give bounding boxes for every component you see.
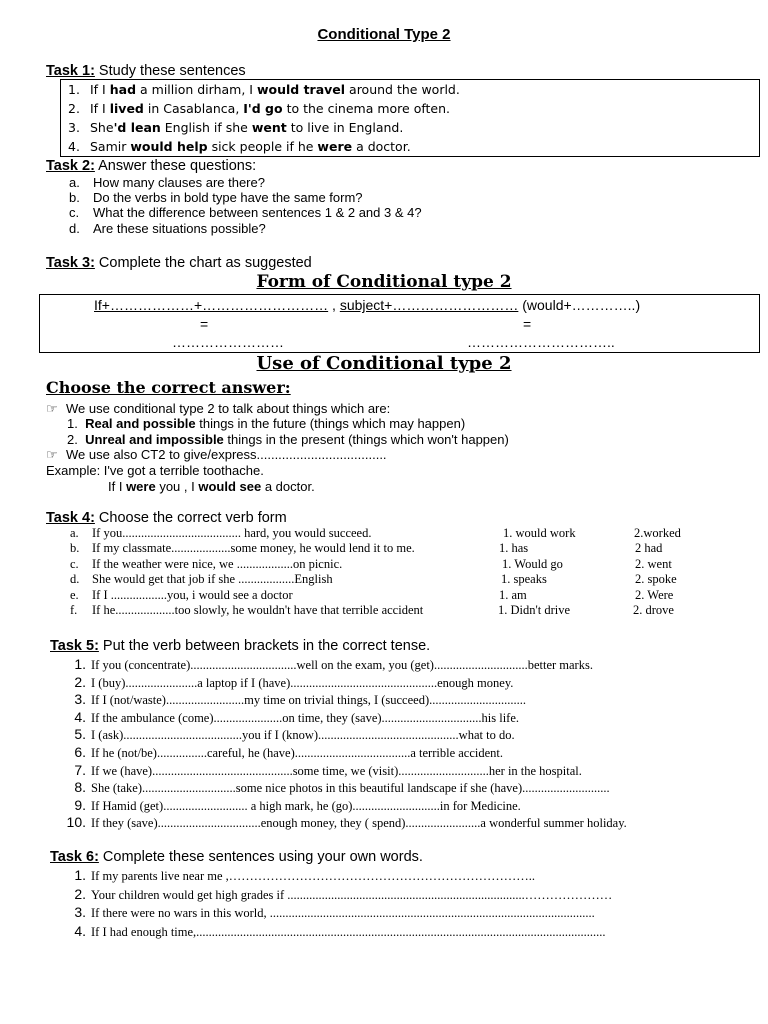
task2-label: Task 2: — [46, 158, 95, 174]
sentence-number: 3. — [68, 120, 80, 135]
use-option-1 — [67, 416, 465, 431]
use-option-2-num: 2. — [67, 432, 78, 447]
sentence-text: a million dirham, I — [136, 82, 257, 97]
item-sentence: If my classmate...................some money, he would lend it to me. — [92, 541, 415, 555]
use-line-2-text: We use also CT2 to give/express.................................... — [66, 447, 387, 462]
item-letter: f. — [70, 603, 78, 617]
item-number: 1. — [74, 867, 86, 883]
item-letter: a. — [70, 526, 79, 540]
use-heading-text: Use of Conditional type 2 — [256, 353, 512, 374]
sentence-text: to live in England. — [286, 120, 404, 135]
sentence-text: in Casablanca, — [143, 101, 244, 116]
option-2: 2. spoke — [635, 572, 677, 586]
task2-question — [69, 175, 265, 190]
task4-instruction: Choose the correct verb form — [94, 510, 287, 526]
task6-item — [62, 923, 606, 941]
item-number: 2. — [74, 673, 86, 690]
form-equals-2: = — [523, 316, 532, 332]
bold-verb: were — [317, 139, 353, 154]
question-letter: a. — [69, 175, 80, 190]
use-option-2-bold: Unreal and impossible — [85, 432, 224, 447]
bold-verb: 'd lean — [113, 120, 161, 135]
item-number: 2. — [74, 885, 86, 902]
task1-sentence — [68, 101, 450, 116]
task1-label: Task 1: — [46, 63, 95, 79]
example-c: you , I — [155, 479, 199, 494]
question-letter: c. — [69, 205, 80, 220]
sentence-text: If I — [90, 82, 110, 97]
option-1: 1. would work — [503, 526, 576, 540]
question-letter: d. — [69, 221, 80, 236]
task1-sentence — [68, 120, 403, 135]
item-number: 7. — [74, 761, 86, 778]
sentence-number: 4. — [68, 139, 80, 154]
question-letter: b. — [69, 190, 80, 205]
form-dots-1: …………………… — [172, 334, 284, 350]
use-option-2-rest: things in the present (things which won't happen) — [223, 432, 509, 447]
task5-instruction: Put the verb between brackets in the correct tense. — [98, 638, 431, 654]
item-number: 8. — [74, 779, 86, 796]
task2-question — [69, 221, 266, 236]
task5-label: Task 5: — [50, 638, 99, 654]
example-a: If I — [108, 479, 127, 494]
pointing-hand-icon: ☞ — [46, 401, 58, 416]
bold-verb: would help — [130, 139, 208, 154]
item-sentence: If there were no wars in this world, ........................................................................................................ — [91, 906, 595, 920]
option-1: 1. has — [499, 541, 529, 555]
item-sentence: If the ambulance (come)......................on time, they (save)................................his life. — [91, 710, 520, 725]
task6-label: Task 6: — [50, 849, 99, 865]
task6-item — [62, 904, 595, 922]
option-2: 2.worked — [634, 526, 681, 540]
task1-heading — [46, 63, 246, 79]
use-option-1-rest: things in the future (things which may happen) — [195, 416, 466, 431]
question-text: Do the verbs in bold type have the same form? — [93, 190, 363, 205]
task1-sentence — [68, 139, 411, 154]
task5-item — [62, 709, 519, 727]
task1-instruction: Study these sentences — [94, 63, 246, 79]
item-sentence: I (ask)......................................you if I (know).............................................what to do. — [91, 728, 515, 743]
task2-instruction: Answer these questions: — [94, 158, 257, 174]
question-text: What the difference between sentences 1 & 2 and 3 & 4? — [93, 205, 422, 220]
use-line-1-text: We use conditional type 2 to talk about things which are: — [66, 401, 391, 416]
option-1: 1. am — [499, 588, 527, 602]
task5-item — [62, 726, 515, 744]
task5-heading — [50, 638, 430, 654]
question-text: Are these situations possible? — [93, 221, 266, 236]
task5-item — [62, 744, 503, 762]
example-answer — [108, 479, 315, 494]
use-option-1-bold: Real and possible — [85, 416, 196, 431]
item-sentence: If Hamid (get)........................... a high mark, he (go)............................in for Medicine. — [91, 798, 521, 813]
item-number: 9. — [74, 796, 86, 813]
item-number: 4. — [74, 708, 86, 725]
task2-question — [69, 190, 363, 205]
choose-heading — [46, 378, 291, 397]
choose-heading-text: Choose the correct answer: — [46, 378, 291, 397]
form-heading — [0, 272, 768, 292]
bold-verb: I'd go — [243, 101, 283, 116]
task5-item — [62, 656, 593, 674]
sentence-text: She — [90, 120, 114, 135]
item-sentence: If I (not/waste).........................my time on trivial things, I (succeed)............................... — [91, 693, 526, 708]
form-dots-2: ………………………….. — [467, 334, 615, 350]
sentence-text: If I — [90, 101, 110, 116]
sentence-text: English if she — [160, 120, 252, 135]
item-number: 4. — [74, 922, 86, 939]
use-line-1 — [46, 401, 390, 417]
option-2: 2. Were — [635, 588, 674, 602]
page-title: Conditional Type 2 — [317, 26, 451, 43]
form-would: (would+…………..) — [518, 297, 641, 313]
option-1: 1. Didn't drive — [498, 603, 571, 617]
sentence-text: sick people if he — [207, 139, 318, 154]
sentence-text: around the world. — [345, 82, 460, 97]
task5-item — [62, 691, 526, 709]
form-comma: , — [328, 297, 340, 313]
example-line: Example: I've got a terrible toothache. — [46, 463, 264, 478]
pointing-hand-icon: ☞ — [46, 447, 58, 462]
item-sentence: If you (concentrate)..................................well on the exam, you (get)..............................better marks. — [91, 658, 593, 672]
item-sentence: She would get that job if she ..................English — [92, 572, 333, 586]
item-sentence: If they (save).................................enough money, they ( spend)........................a wonderful summer holiday. — [91, 816, 627, 831]
option-2: 2 had — [635, 541, 663, 555]
task1-sentence — [68, 82, 460, 97]
form-equals-1: = — [200, 316, 209, 332]
task2-heading — [46, 158, 256, 174]
task5-item — [62, 814, 627, 832]
task3-heading — [46, 255, 312, 271]
task3-label: Task 3: — [46, 255, 95, 271]
task6-item — [62, 867, 535, 885]
task5-item — [62, 779, 610, 797]
task2-question — [69, 205, 422, 220]
item-number: 5. — [74, 726, 86, 743]
sentence-number: 2. — [68, 101, 80, 116]
item-sentence: If the weather were nice, we ..................on picnic. — [92, 557, 343, 571]
form-if-clause: If+………………+……………………… — [94, 297, 329, 313]
item-sentence: If he...................too slowly, he wouldn't have that terrible accident — [92, 603, 424, 617]
item-sentence: I (buy).......................a laptop if I (have)...............................................enough money. — [91, 675, 514, 690]
example-d: would see — [198, 479, 262, 494]
question-text: How many clauses are there? — [93, 175, 265, 190]
form-main-clause: subject+……………………… — [339, 297, 519, 313]
sentence-number: 1. — [68, 82, 80, 97]
bold-verb: lived — [109, 101, 144, 116]
task3-instruction: Complete the chart as suggested — [94, 255, 312, 271]
item-sentence: If my parents live near me ,……………………………………………………………….. — [91, 869, 536, 883]
form-line-1 — [94, 297, 640, 313]
item-number: 3. — [74, 904, 86, 920]
example-b: were — [126, 479, 156, 494]
item-sentence: Your children would get high grades if ............................................................................………………… — [91, 887, 613, 902]
task6-item — [62, 886, 612, 904]
option-2: 2. went — [635, 557, 672, 571]
bold-verb: went — [251, 120, 287, 135]
item-sentence: If I had enough time,................................................................................................................................... — [91, 924, 606, 939]
item-letter: c. — [70, 557, 79, 571]
task4-heading — [46, 510, 287, 526]
use-heading — [0, 353, 768, 374]
task5-item — [62, 797, 521, 815]
option-2: 2. drove — [633, 603, 674, 617]
sentence-text: to the cinema more often. — [282, 101, 451, 116]
use-option-2 — [67, 432, 509, 447]
use-line-2 — [46, 447, 387, 463]
bold-verb: would travel — [256, 82, 346, 97]
item-sentence: If I ..................you, i would see a doctor — [92, 588, 293, 602]
sentence-text: Samir — [90, 139, 131, 154]
form-heading-text: Form of Conditional type 2 — [256, 272, 512, 292]
task4-label: Task 4: — [46, 510, 95, 526]
task6-heading — [50, 849, 423, 865]
task6-instruction: Complete these sentences using your own words. — [98, 849, 423, 865]
use-option-1-num: 1. — [67, 416, 78, 431]
task5-item — [62, 762, 582, 780]
item-number: 6. — [74, 744, 86, 760]
item-letter: b. — [70, 541, 80, 555]
task5-item — [62, 674, 513, 692]
option-1: 1. Would go — [502, 557, 563, 571]
item-sentence: If you...................................... hard, you would succeed. — [92, 526, 372, 540]
example-e: a doctor. — [261, 479, 315, 494]
option-1: 1. speaks — [501, 572, 547, 586]
item-sentence: She (take)..............................some nice photos in this beautiful landscape if she (have)............................ — [91, 781, 610, 796]
bold-verb: had — [109, 82, 137, 97]
item-sentence: If he (not/be)................careful, he (have).....................................a terrible accident. — [91, 746, 504, 760]
item-number: 1. — [74, 656, 86, 672]
item-letter: e. — [70, 588, 79, 602]
item-sentence: If we (have).............................................some time, we (visit).............................her in the hospital. — [91, 763, 582, 778]
item-number: 10. — [66, 814, 86, 831]
sentence-text: a doctor. — [352, 139, 411, 154]
item-number: 3. — [74, 691, 86, 708]
item-letter: d. — [70, 572, 80, 586]
